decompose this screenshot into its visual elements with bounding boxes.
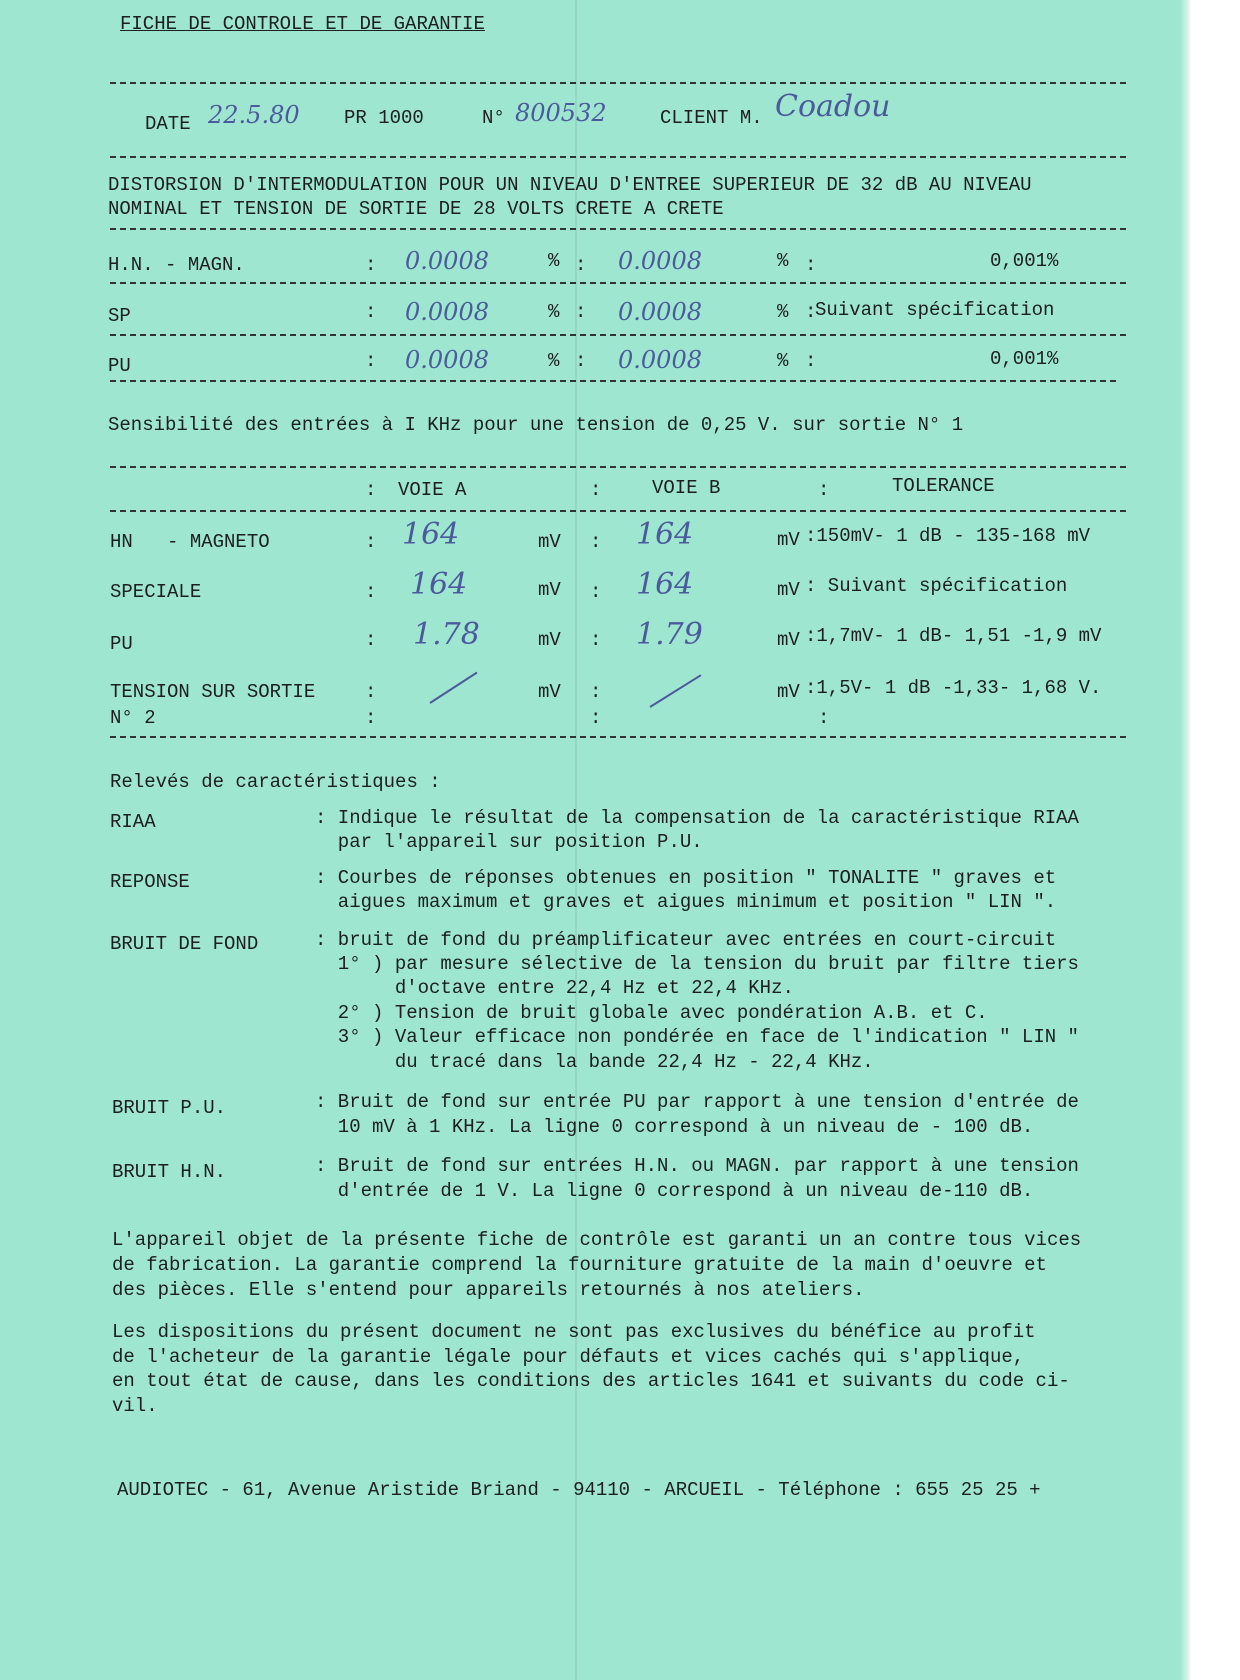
spec: Suivant spécification bbox=[815, 299, 1055, 321]
tolerance: :1,7mV- 1 dB- 1,51 -1,9 mV bbox=[805, 625, 1102, 647]
desc-line: : Bruit de fond sur entrées H.N. ou MAGN. par rapport à une tension bbox=[315, 1155, 1079, 1177]
control-sheet: FICHE DE CONTROLE ET DE GARANTIE DATE 22.5.80 PR 1000 N° 800532 CLIENT M. Coadou DISTORSION D'INTERMODULATION POUR UN NIVEAU D'ENTREE SUPERIEUR DE 32 dB AU NIVEAU NOMINAL ET TENSION DE SORTIE DE 28 VOLTS CRETE A CRETE H.N. - MAGN. : 0.0008 % : 0.0008 % : 0,001% SP : 0.0008 % : 0.0008 % : Suivant spécification PU : 0.0008 % : 0.0008 % : 0,001% Sensibilité des entrées à I KHz pour une tension de 0,25 V. sur sortie N° 1 : VOIE A : VOIE B : TOLERANCE HN - MAGNETO : 164 mV : 164 mV :150mV- 1 dB - 135-168 mV SPECIALE : 164 mV : 164 mV : Suivant spécification PU : 1.78 mV : 1.79 mV :1,7mV- 1 dB- 1,51 -1,9 mV TENSION SUR SORTIE N° 2 : : mV : : mV :1,5V- 1 dB -1,33- 1,68 V. : Relevés de caractéristiques : RIAA : Indique le résultat de la compensation de la caractéristique RIAA par l'appareil sur position P.U. REPONSE : Courbes de réponses obtenues en position " TONALITE " graves et aigues maximum et graves et aigues minimum et position " LIN ". BRUIT DE FOND : bruit de fond du préamplificateur avec entrées en court-circuit 1° ) par mesure sélective de la tension du bruit par filtre tiers d'octave entre 22,4 Hz et 22,4 KHz. 2° ) Tension de bruit globale avec pondération A.B. et C. 3° ) Valeur efficace non pondérée en face de l'indication " LIN " du tracé dans la bande 22,4 Hz - 22,4 KHz. BRUIT P.U. : Bruit de fond sur entrée PU par rapport à une tension d'entrée de 10 mV à 1 KHz. La ligne 0 correspond à un niveau de - 100 dB. BRUIT H.N. : Bruit de fond sur entrées H.N. ou MAGN. par rapport à une tension d'entrée de 1 V. La ligne 0 correspond à un niveau de-110 dB. L'appareil objet de la présente fiche de contrôle est garanti un an contre tous vices de fabrication. La garantie comprend la fourniture gratuite de la main d'oeuvre et des pièces. Elle s'entend pour appareils retournés à nos ateliers. Les dispositions du présent document ne sont pas exclusives du bénéfice au profit de l'acheteur de la garantie légale pour défauts et vices cachés qui s'applique, en tout état de cause, dans les conditions des articles 1641 et suivants du code ci- vil. AUDIOTEC - 61, Avenue Aristide Briand - 94110 - ARCUEIL - Téléphone : 655 25 25 + bbox=[0, 0, 1190, 1680]
divider bbox=[110, 466, 1126, 468]
unit: % bbox=[777, 350, 789, 372]
desc-line: : Indique le résultat de la compensation de la caractéristique RIAA bbox=[315, 807, 1079, 829]
unit: mV bbox=[777, 629, 800, 651]
unit: mV bbox=[538, 681, 561, 703]
text-line: L'appareil objet de la présente fiche de contrôle est garanti un an contre tous vices bbox=[112, 1229, 1082, 1251]
client-label: CLIENT M. bbox=[660, 107, 763, 129]
column-voie-a: VOIE A bbox=[398, 479, 467, 501]
distortion-intro-line1: DISTORSION D'INTERMODULATION POUR UN NIVEAU D'ENTREE SUPERIEUR DE 32 dB AU NIVEAU bbox=[108, 174, 1032, 196]
unit: mV bbox=[777, 681, 800, 703]
row-label: TENSION SUR SORTIE bbox=[110, 681, 316, 703]
desc-line: 3° ) Valeur efficace non pondérée en face de l'indication " LIN " bbox=[315, 1026, 1079, 1048]
unit: mV bbox=[538, 579, 561, 601]
row-label-line2: N° 2 bbox=[110, 707, 156, 729]
text-line: en tout état de cause, dans les conditions des articles 1641 et suivants du code ci- bbox=[112, 1370, 1070, 1392]
footer-address: AUDIOTEC - 61, Avenue Aristide Briand - 94110 - ARCUEIL - Téléphone : 655 25 25 + bbox=[117, 1479, 1041, 1501]
term: RIAA bbox=[110, 811, 156, 833]
not-measured-mark bbox=[429, 672, 477, 704]
unit: mV bbox=[777, 529, 800, 551]
term: BRUIT H.N. bbox=[112, 1161, 227, 1183]
value-a: 0.0008 bbox=[405, 346, 489, 374]
value-a: 0.0008 bbox=[405, 298, 489, 326]
value-a: 164 bbox=[402, 517, 460, 552]
client-value: Coadou bbox=[775, 89, 891, 124]
value-b: 1.79 bbox=[636, 617, 703, 652]
row-label: HN - MAGNETO bbox=[110, 531, 270, 553]
value-a: 0.0008 bbox=[405, 247, 489, 275]
date-value: 22.5.80 bbox=[208, 101, 300, 129]
value-b: 164 bbox=[636, 517, 694, 552]
characteristics-heading: Relevés de caractéristiques : bbox=[110, 771, 441, 793]
unit: mV bbox=[538, 629, 561, 651]
value-b: 164 bbox=[636, 567, 694, 602]
serial-value: 800532 bbox=[515, 99, 607, 127]
desc-line: 2° ) Tension de bruit globale avec pondération A.B. et C. bbox=[315, 1002, 988, 1024]
text-line: de l'acheteur de la garantie légale pour défauts et vices cachés qui s'applique, bbox=[112, 1346, 1025, 1368]
text-line: des pièces. Elle s'entend pour appareils retournés à nos ateliers. bbox=[112, 1279, 865, 1301]
unit: % bbox=[548, 301, 560, 323]
desc-line: du tracé dans la bande 22,4 Hz - 22,4 KHz. bbox=[315, 1051, 874, 1073]
not-measured-mark bbox=[649, 674, 701, 707]
unit: mV bbox=[777, 579, 800, 601]
row-label: PU bbox=[108, 355, 131, 377]
value-a: 164 bbox=[410, 567, 468, 602]
term: REPONSE bbox=[110, 871, 190, 893]
tolerance: :1,5V- 1 dB -1,33- 1,68 V. bbox=[805, 677, 1102, 699]
unit: % bbox=[548, 250, 560, 272]
serial-label: N° bbox=[482, 107, 505, 129]
row-label: H.N. - MAGN. bbox=[108, 254, 245, 276]
desc-line: d'entrée de 1 V. La ligne 0 correspond à un niveau de-110 dB. bbox=[315, 1180, 1034, 1202]
distortion-intro-line2: NOMINAL ET TENSION DE SORTIE DE 28 VOLTS CRETE A CRETE bbox=[108, 198, 724, 220]
tolerance: : Suivant spécification bbox=[805, 575, 1068, 597]
divider bbox=[110, 228, 1126, 230]
divider bbox=[110, 156, 1126, 158]
value-b: 0.0008 bbox=[618, 247, 702, 275]
value-a: 1.78 bbox=[413, 617, 480, 652]
divider bbox=[110, 82, 1126, 84]
value-b: 0.0008 bbox=[618, 346, 702, 374]
column-tolerance: TOLERANCE bbox=[892, 475, 995, 497]
text-line: de fabrication. La garantie comprend la fourniture gratuite de la main d'oeuvre et bbox=[112, 1254, 1047, 1276]
value-b: 0.0008 bbox=[618, 298, 702, 326]
term: BRUIT P.U. bbox=[112, 1097, 227, 1119]
row-label: SPECIALE bbox=[110, 581, 202, 603]
desc-line: : Courbes de réponses obtenues en position " TONALITE " graves et bbox=[315, 867, 1057, 889]
desc-line: 1° ) par mesure sélective de la tension du bruit par filtre tiers bbox=[315, 953, 1079, 975]
unit: % bbox=[777, 250, 789, 272]
divider bbox=[110, 334, 1126, 336]
desc-line: aigues maximum et graves et aigues minimum et position " LIN ". bbox=[315, 891, 1057, 913]
unit: % bbox=[777, 301, 789, 323]
divider bbox=[110, 736, 1126, 738]
text-line: vil. bbox=[112, 1395, 158, 1417]
date-label: DATE bbox=[145, 113, 191, 135]
text-line: Les dispositions du présent document ne sont pas exclusives du bénéfice au profit bbox=[112, 1321, 1036, 1343]
row-label: PU bbox=[110, 633, 133, 655]
column-voie-b: VOIE B bbox=[652, 477, 721, 499]
spec: 0,001% bbox=[990, 250, 1059, 272]
desc-line: par l'appareil sur position P.U. bbox=[315, 831, 703, 853]
unit: mV bbox=[538, 531, 561, 553]
tolerance: :150mV- 1 dB - 135-168 mV bbox=[805, 525, 1091, 547]
sensitivity-intro: Sensibilité des entrées à I KHz pour une tension de 0,25 V. sur sortie N° 1 bbox=[108, 414, 964, 436]
term: BRUIT DE FOND bbox=[110, 933, 259, 955]
row-label: SP bbox=[108, 305, 131, 327]
divider bbox=[110, 380, 1116, 382]
desc-line: 10 mV à 1 KHz. La ligne 0 correspond à un niveau de - 100 dB. bbox=[315, 1116, 1034, 1138]
spec: 0,001% bbox=[990, 348, 1059, 370]
desc-line: : Bruit de fond sur entrée PU par rapport à une tension d'entrée de bbox=[315, 1091, 1079, 1113]
unit: % bbox=[548, 350, 560, 372]
page-title: FICHE DE CONTROLE ET DE GARANTIE bbox=[120, 13, 485, 35]
divider bbox=[110, 510, 1126, 512]
desc-line: : bruit de fond du préamplificateur avec entrées en court-circuit bbox=[315, 929, 1057, 951]
desc-line: d'octave entre 22,4 Hz et 22,4 KHz. bbox=[315, 977, 794, 999]
model-label: PR 1000 bbox=[344, 107, 424, 129]
divider bbox=[110, 282, 1126, 284]
